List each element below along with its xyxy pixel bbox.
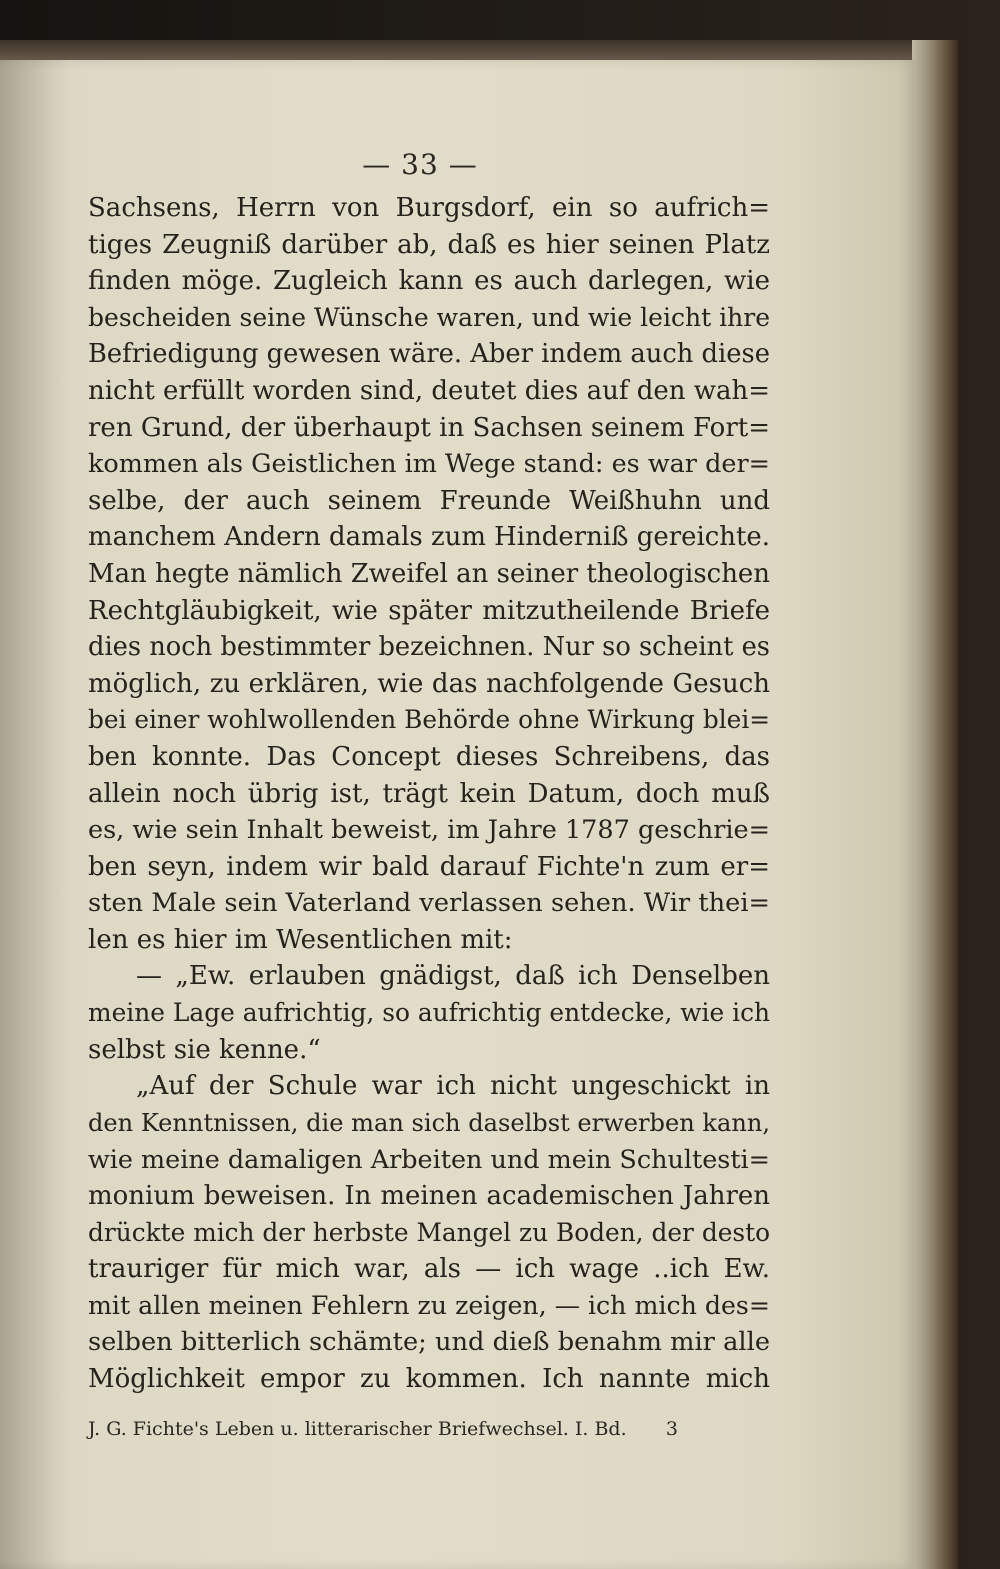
text-line: Sachsens, Herrn von Burgsdorf, ein so aufrich=	[88, 193, 770, 223]
text-line: — „Ew. erlauben gnädigst, daß ich Denselben	[136, 961, 770, 992]
page-stack-edge	[912, 40, 958, 1569]
text-line: wie meine damaligen Arbeiten und mein Schultesti=	[88, 1144, 770, 1175]
text-line: selben bitterlich schämte; und dieß benahm mir alle	[88, 1327, 770, 1358]
text-line: Man hegte nämlich Zweifel an seiner theologischen	[88, 558, 770, 589]
text-line: tiges Zeugniß darüber ab, daß es hier seinen Platz	[88, 229, 770, 260]
text-line: meine Lage aufrichtig, so aufrichtig entdecke, wie ich	[88, 998, 770, 1028]
text-line: dies noch bestimmter bezeichnen. Nur so scheint es	[88, 632, 770, 663]
text-line: drückte mich der herbste Mangel zu Boden, der desto	[88, 1217, 770, 1247]
footer-sheet-number: 3	[665, 1418, 678, 1440]
text-line: ben konnte. Das Concept dieses Schreibens, das	[88, 741, 770, 772]
text-line: manchem Andern damals zum Hinderniß gereichte.	[88, 522, 770, 553]
footer-signature: J. G. Fichte's Leben u. litterarischer Briefwechsel. I. Bd.	[88, 1418, 627, 1440]
text-line: selbst sie kenne.“	[88, 1034, 321, 1065]
text-line: monium beweisen. In meinen academischen Jahren	[88, 1181, 770, 1212]
text-line: es, wie sein Inhalt beweist, im Jahre 1787 geschrie=	[88, 815, 770, 846]
text-line: Rechtgläubigkeit, wie später mitzutheilende Briefe	[88, 595, 770, 626]
page-footer	[88, 1418, 678, 1440]
text-line: bescheiden seine Wünsche waren, und wie leicht ihre	[88, 302, 770, 332]
text-line: bei einer wohlwollenden Behörde ohne Wirkung blei=	[88, 705, 770, 735]
text-line: möglich, zu erklären, wie das nachfolgende Gesuch	[88, 668, 770, 699]
page-number-header: — 33 —	[362, 148, 478, 181]
text-line: nicht erfüllt worden sind, deutet dies auf den wah=	[88, 375, 770, 406]
text-line: kommen als Geistlichen im Wege stand: es war der=	[88, 449, 770, 480]
text-line: „Auf der Schule war ich nicht ungeschickt in	[136, 1071, 770, 1102]
text-line: sten Male sein Vaterland verlassen sehen. Wir thei=	[88, 888, 770, 919]
text-line: den Kenntnissen, die man sich daselbst erwerben kann,	[88, 1108, 770, 1137]
text-line: ben seyn, indem wir bald darauf Fichte'n zum er=	[88, 851, 770, 882]
text-line: trauriger für mich war, als — ich wage ..ich Ew.	[88, 1254, 770, 1285]
text-line: allein noch übrig ist, trägt kein Datum, doch muß	[88, 778, 770, 809]
text-line: Möglichkeit empor zu kommen. Ich nannte mich	[88, 1364, 770, 1394]
body-text	[88, 190, 770, 1398]
text-line: ren Grund, der überhaupt in Sachsen seinem Fort=	[88, 412, 770, 443]
text-line: selbe, der auch seinem Freunde Weißhuhn und	[88, 485, 770, 516]
text-line: mit allen meinen Fehlern zu zeigen, — ich mich des=	[88, 1290, 770, 1320]
text-line: finden möge. Zugleich kann es auch darlegen, wie	[88, 266, 770, 297]
text-line: Befriedigung gewesen wäre. Aber indem auch diese	[88, 339, 770, 370]
text-line: len es hier im Wesentlichen mit:	[88, 924, 513, 955]
